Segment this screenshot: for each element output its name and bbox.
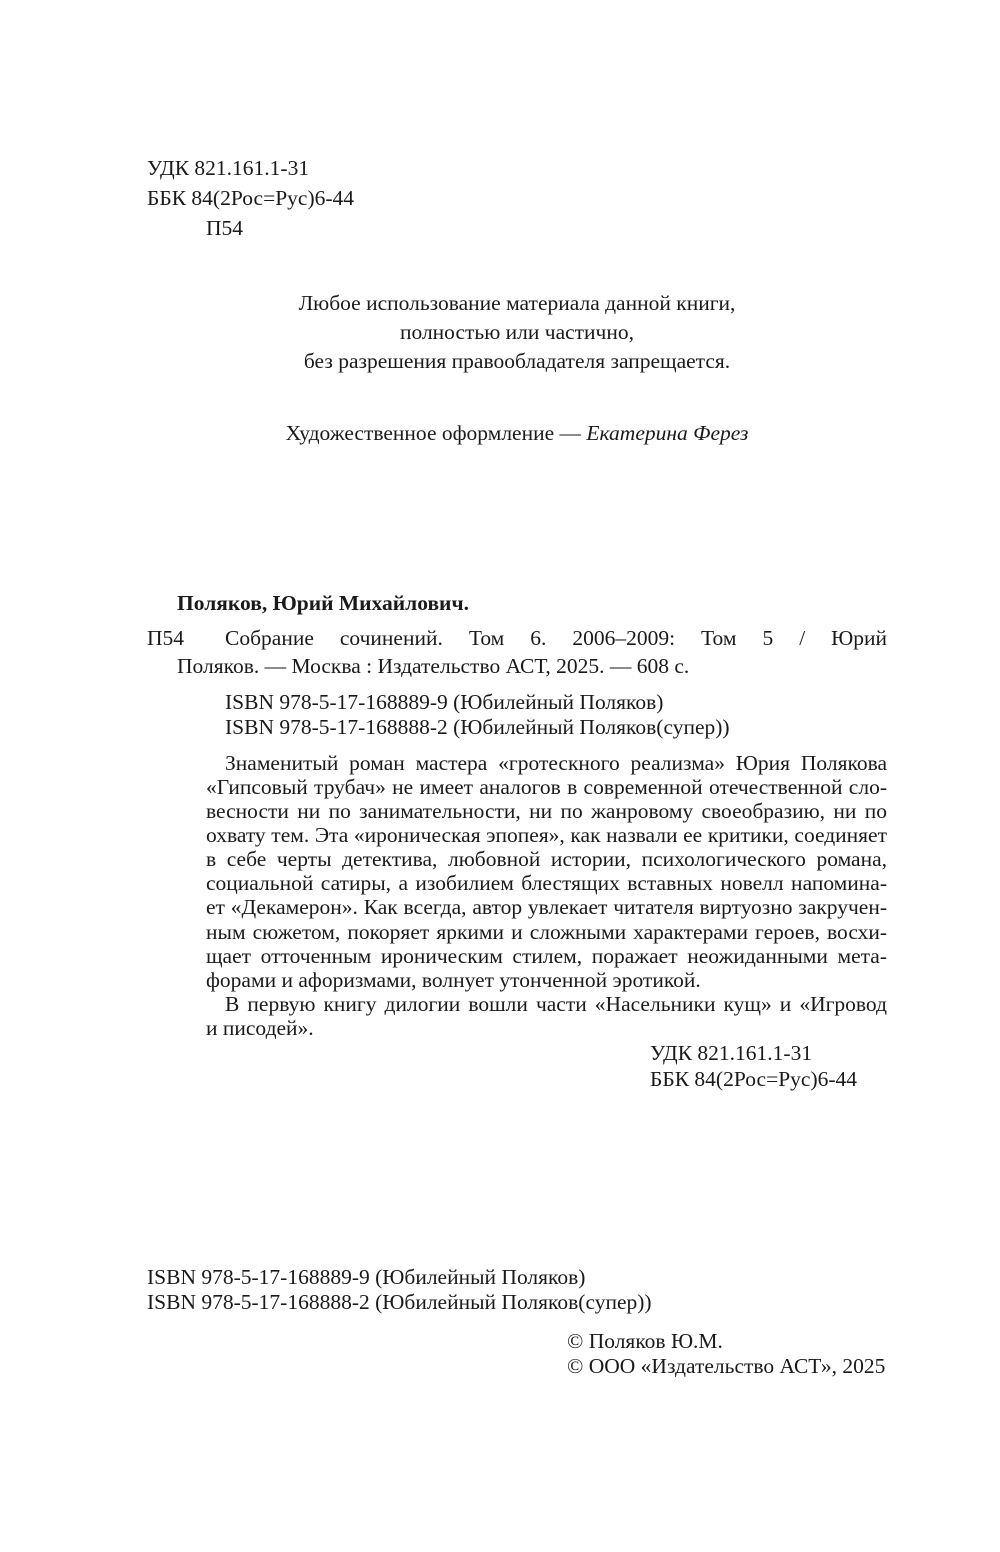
bbk-code: ББК 84(2Рос=Рус)6-44	[147, 186, 355, 210]
copyright-line: © Поляков Ю.М.	[567, 1329, 723, 1353]
copyright-line: © ООО «Издательство АСТ», 2025	[567, 1354, 886, 1378]
bottom-isbn: ISBN 978-5-17-168889-9 (Юбилейный Поляков)	[147, 1265, 586, 1289]
annotation-line: весности ни по занимательности, ни по жанровому своеобразию, ни по	[206, 799, 887, 823]
catalog-isbn: ISBN 978-5-17-168888-2 (Юбилейный Поляков(супер))	[225, 715, 730, 739]
annotation-line: социальной сатиры, а изобилием блестящих вставных новелл напомина-	[206, 871, 887, 895]
annotation-line: форами и афоризмами, волнует утонченной эротикой.	[206, 968, 701, 992]
design-credit	[167, 420, 867, 446]
catalog-isbn: ISBN 978-5-17-168889-9 (Юбилейный Поляков)	[225, 690, 664, 714]
annotation-line: ет «Декамерон». Как всегда, автор увлекает читателя виртуозно закручен-	[206, 895, 887, 919]
designer-name: Екатерина Ферез	[586, 421, 749, 445]
catalog-title-line: Собрание сочинений. Том 6. 2006–2009: Том 5 / Юрий	[225, 626, 887, 650]
annotation-line: В первую книгу дилогии вошли части «Насельники кущ» и «Игровод	[225, 992, 887, 1016]
annotation-line: Знаменитый роман мастера «гротескного реализма» Юрия Полякова	[225, 751, 887, 775]
catalog-mark: П54	[147, 626, 185, 650]
annotation-line: «Гипсовый трубач» не имеет аналогов в современной отечественной сло-	[206, 775, 887, 799]
udk-code: УДК 821.161.1-31	[147, 156, 310, 180]
bottom-isbn: ISBN 978-5-17-168888-2 (Юбилейный Поляков(супер))	[147, 1290, 652, 1314]
copyright-notice-line: Любое использование материала данной книги,	[298, 291, 736, 315]
catalog-udk: УДК 821.161.1-31	[650, 1041, 813, 1065]
annotation-line: щает отточенным ироническим стилем, поражает неожиданными мета-	[206, 944, 887, 968]
annotation-line: охвату тем. Эта «ироническая эпопея», как назвали ее критики, соединяет	[206, 823, 887, 847]
annotation-line: в себе черты детектива, любовной истории, психологического романа,	[206, 847, 887, 871]
catalog-bbk: ББК 84(2Рос=Рус)6-44	[650, 1067, 858, 1091]
annotation-line: и писодей».	[206, 1016, 314, 1040]
catalog-title-line: Поляков. — Москва : Издательство АСТ, 2025. — 608 с.	[177, 654, 690, 678]
author-mark: П54	[206, 216, 244, 240]
design-credit-label: Художественное оформление —	[285, 421, 587, 445]
catalog-author: Поляков, Юрий Михайлович.	[177, 591, 469, 615]
copyright-notice-line: полностью или частично,	[399, 320, 635, 344]
copyright-notice-line: без разрешения правообладателя запрещается.	[303, 349, 731, 373]
annotation-line: ным сюжетом, покоряет яркими и сложными характерами героев, восхи-	[206, 920, 887, 944]
